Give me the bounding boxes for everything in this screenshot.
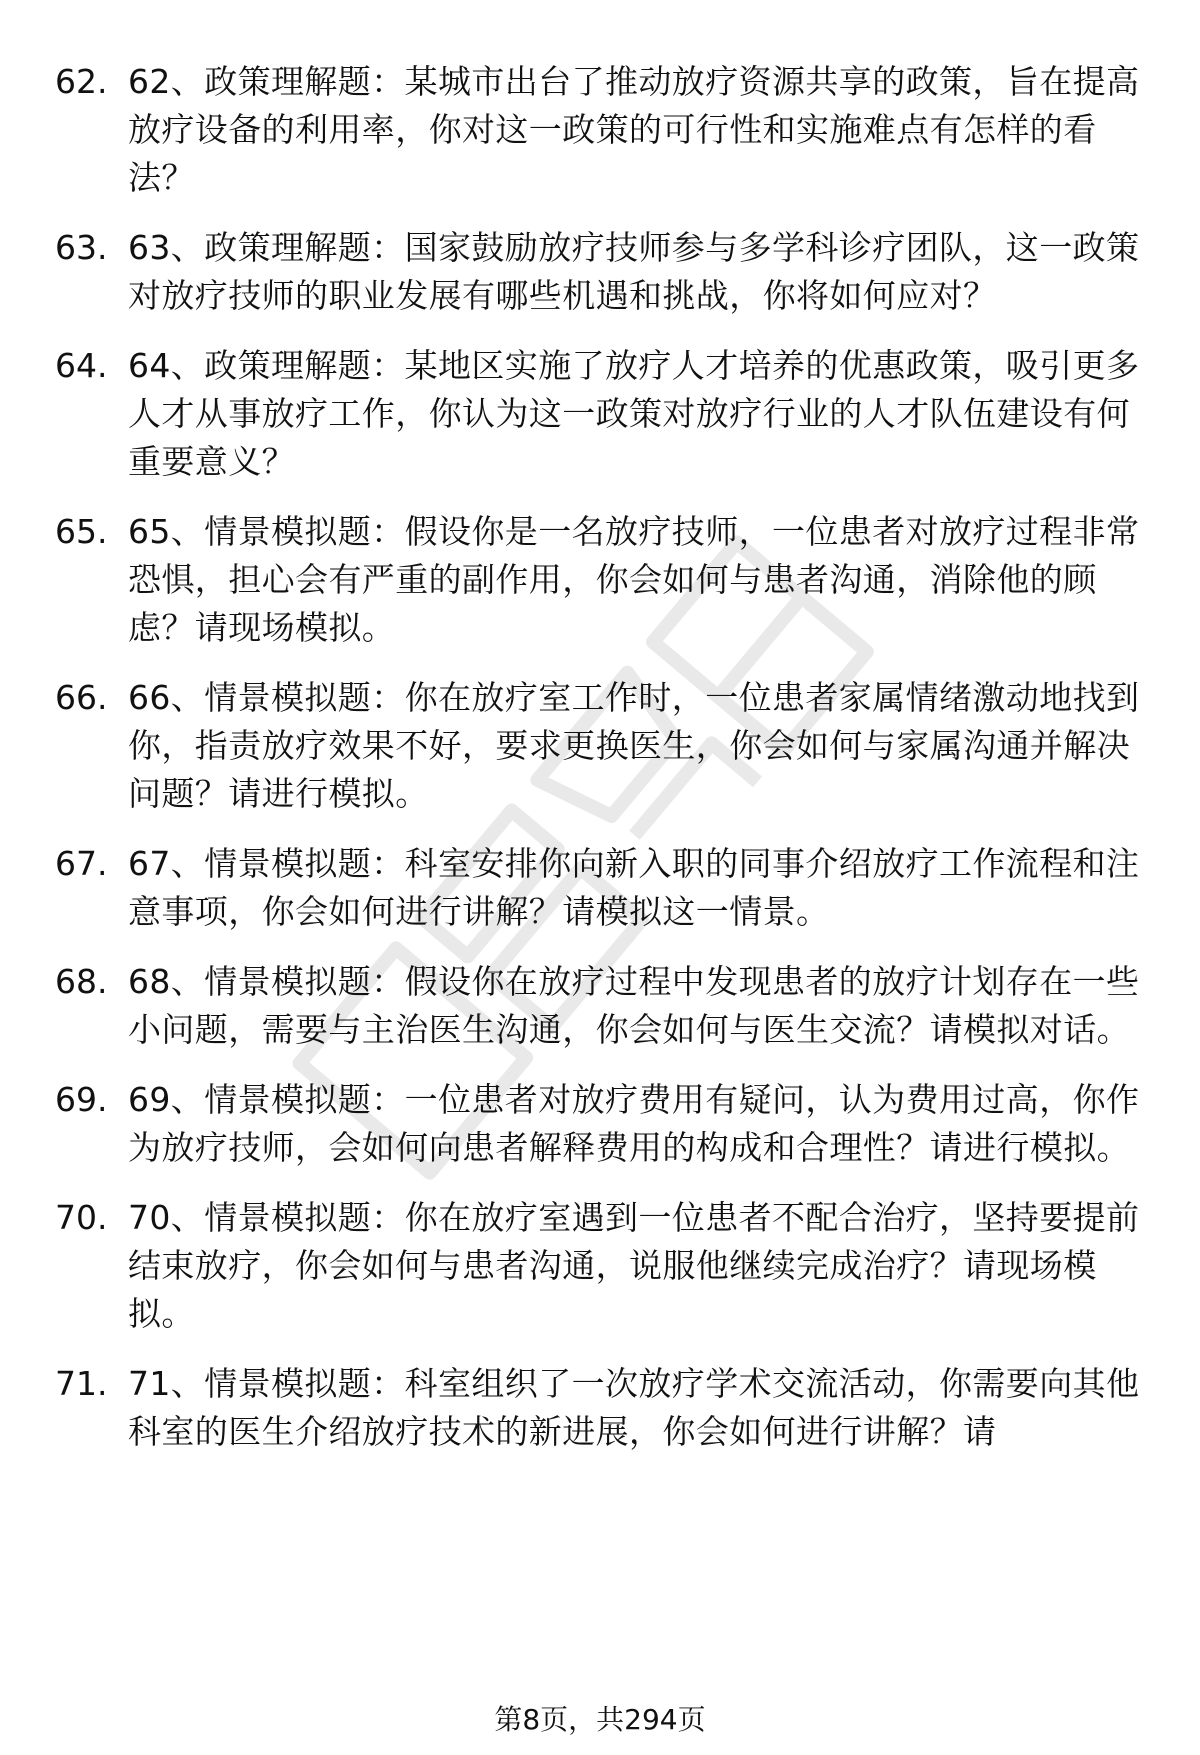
- question-item: [55, 508, 1155, 652]
- question-number: 64.: [55, 346, 108, 385]
- question-item: [55, 958, 1155, 1054]
- question-number: 67.: [55, 844, 108, 883]
- question-number: 71.: [55, 1364, 108, 1403]
- question-text: 68、情景模拟题：假设你在放疗过程中发现患者的放疗计划存在一些小问题，需要与主治医生沟通，你会如何与医生交流？请模拟对话。: [128, 962, 1140, 1049]
- question-item: [55, 1076, 1155, 1172]
- question-item: [55, 58, 1155, 202]
- question-item: [55, 840, 1155, 936]
- question-list: [55, 58, 1155, 1478]
- question-number: 68.: [55, 962, 108, 1001]
- question-number: 62.: [55, 62, 108, 101]
- question-text: 69、情景模拟题：一位患者对放疗费用有疑问，认为费用过高，你作为放疗技师，会如何向患者解释费用的构成和合理性？请进行模拟。: [128, 1080, 1140, 1167]
- question-text: 71、情景模拟题：科室组织了一次放疗学术交流活动，你需要向其他科室的医生介绍放疗技术的新进展，你会如何进行讲解？请: [128, 1364, 1140, 1451]
- question-item: [55, 674, 1155, 818]
- question-item: [55, 224, 1155, 320]
- question-number: 69.: [55, 1080, 108, 1119]
- question-number: 63.: [55, 228, 108, 267]
- question-text: 67、情景模拟题：科室安排你向新入职的同事介绍放疗工作流程和注意事项，你会如何进行讲解？请模拟这一情景。: [128, 844, 1140, 931]
- question-number: 65.: [55, 512, 108, 551]
- question-item: [55, 1360, 1155, 1456]
- question-text: 64、政策理解题：某地区实施了放疗人才培养的优惠政策，吸引更多人才从事放疗工作，你认为这一政策对放疗行业的人才队伍建设有何重要意义？: [128, 346, 1140, 481]
- question-number: 66.: [55, 678, 108, 717]
- question-text: 63、政策理解题：国家鼓励放疗技师参与多学科诊疗团队，这一政策对放疗技师的职业发展有哪些机遇和挑战，你将如何应对？: [128, 228, 1140, 315]
- question-item: [55, 1194, 1155, 1338]
- question-text: 66、情景模拟题：你在放疗室工作时，一位患者家属情绪激动地找到你，指责放疗效果不好，要求更换医生，你会如何与家属沟通并解决问题？请进行模拟。: [128, 678, 1140, 813]
- page-footer: 第8页，共294页: [494, 1703, 706, 1736]
- question-number: 70.: [55, 1198, 108, 1237]
- question-text: 65、情景模拟题：假设你是一名放疗技师，一位患者对放疗过程非常恐惧，担心会有严重的副作用，你会如何与患者沟通，消除他的顾虑？请现场模拟。: [128, 512, 1140, 647]
- question-text: 62、政策理解题：某城市出台了推动放疗资源共享的政策，旨在提高放疗设备的利用率，你对这一政策的可行性和实施难点有怎样的看法？: [128, 62, 1140, 197]
- question-text: 70、情景模拟题：你在放疗室遇到一位患者不配合治疗，坚持要提前结束放疗，你会如何与患者沟通，说服他继续完成治疗？请现场模拟。: [128, 1198, 1140, 1333]
- question-item: [55, 342, 1155, 486]
